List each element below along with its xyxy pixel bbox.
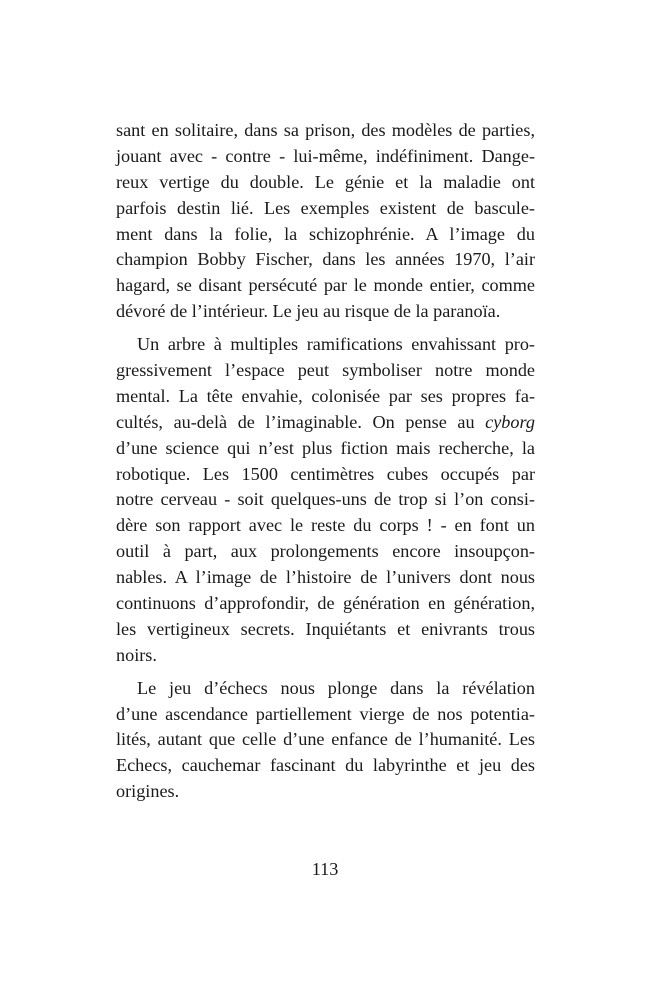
page-body [116,118,535,805]
text-line: reux vertige du double. Le génie et la maladie ont [116,171,535,192]
text-line: robotique. Les 1500 centimètres cubes occupés par [116,463,535,484]
text-line: origines. [116,781,180,802]
text-line: gressivement l’espace peut symboliser notre monde [116,360,535,381]
text-segment: cultés, au-delà de l’imaginable. On pense au [116,411,475,432]
text-line: d’une science qui n’est plus fiction mais recherche, la [116,437,535,458]
text-line: les vertigineux secrets. Inquiétants et enivrants trous [116,618,535,639]
text-line: parfois destin lié. Les exemples existent de bascule- [116,197,535,218]
paragraph-3 [116,676,535,805]
text-line: ment dans la folie, la schizophrénie. A l’image du [116,223,535,244]
text-line: lités, autant que celle d’une enfance de l’humanité. Les [116,729,535,750]
text-line: mental. La tête envahie, colonisée par ses propres fa- [116,385,535,406]
text-line: Echecs, cauchemar fascinant du labyrinthe et jeu des [116,755,535,776]
page-number: 113 [311,859,339,879]
text-line: d’une ascendance partiellement vierge de nos potentia- [116,703,535,724]
text-line: Le jeu d’échecs nous plonge dans la révélation [137,677,535,698]
text-line: Un arbre à multiples ramifications envahissant pro- [137,334,535,355]
italic-word: cyborg [485,411,535,432]
text-line: dère son rapport avec le reste du corps ! - en font un [116,515,535,536]
paragraph-2 [116,332,535,669]
text-line: outil à part, aux prolongements encore insoupçon- [116,541,535,562]
text-line-with-italic [116,410,535,436]
text-line: champion Bobby Fischer, dans les années 1970, l’air [116,249,535,270]
text-line: noirs. [116,644,157,665]
paragraph-1 [116,118,535,325]
text-line: sant en solitaire, dans sa prison, des modèles de parties, [116,120,535,140]
text-line: notre cerveau - soit quelques-uns de trop si l’on consi- [116,489,535,510]
text-line: dévoré de l’intérieur. Le jeu au risque de la paranoïa. [116,301,501,322]
text-line: hagard, se disant persécuté par le monde entier, comme [116,275,535,296]
text-line: jouant avec - contre - lui-même, indéfiniment. Dange- [116,145,535,166]
text-line: continuons d’approfondir, de génération en génération, [116,593,535,614]
text-line: nables. A l’image de l’histoire de l’univers dont nous [116,567,535,588]
